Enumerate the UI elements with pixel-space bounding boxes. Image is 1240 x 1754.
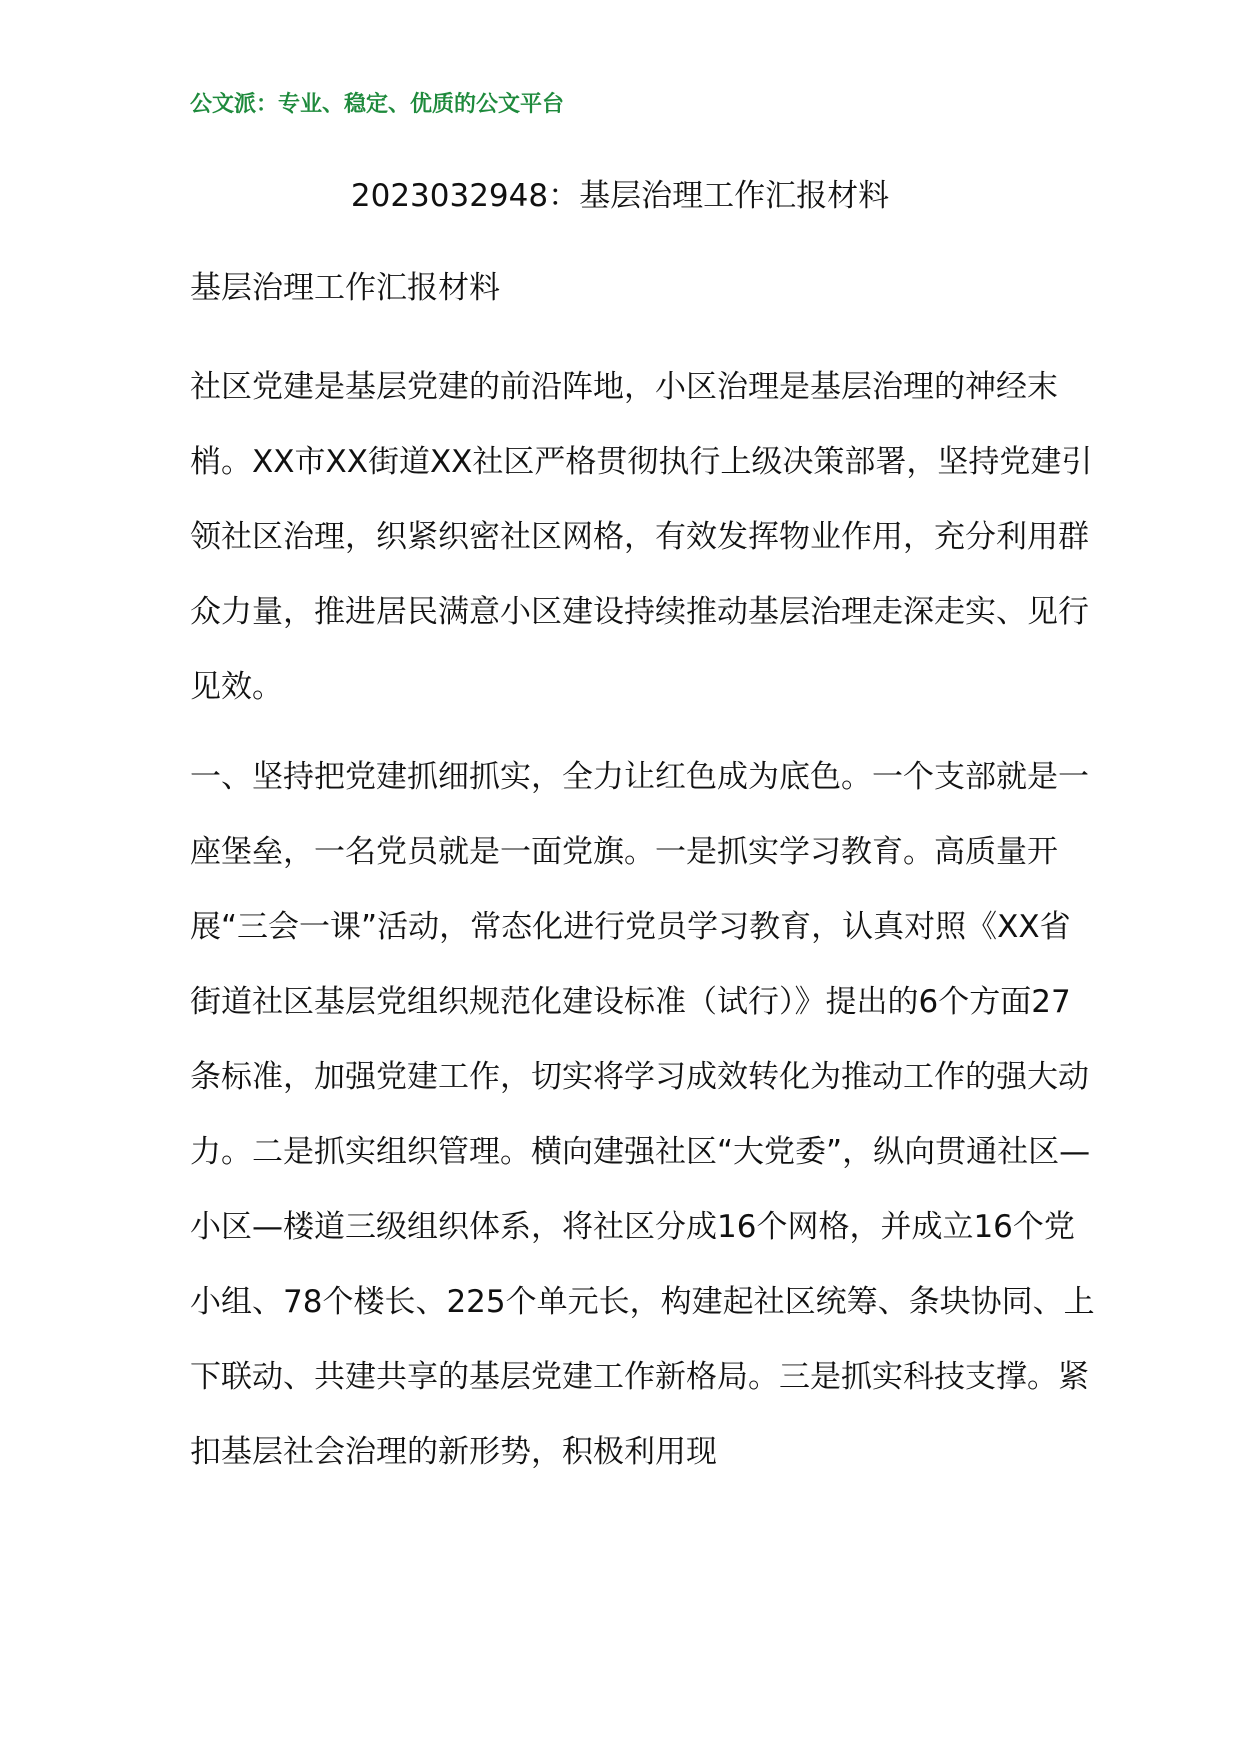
body-paragraph-intro: 社区党建是基层党建的前沿阵地，小区治理是基层治理的神经末梢。XX市XX街道XX社区严格贯彻执行上级决策部署，坚持党建引领社区治理，织紧织密社区网格，有效发挥物业作用，充分利用群众力量，推进居民满意小区建设持续推动基层治理走深走实、见行见效。 <box>190 369 1093 705</box>
body-paragraph-section-one: 一、坚持把党建抓细抓实，全力让红色成为底色。一个支部就是一座堡垒，一名党员就是一面党旗。一是抓实学习教育。高质量开展“三会一课”活动，常态化进行党员学习教育，认真对照《XX省街道社区基层党组织规范化建设标准（试行）》提出的6个方面27条标准，加强党建工作，切实将学习成效转化为推动工作的强大动力。二是抓实组织管理。横向建强社区“大党委”，纵向贯通社区—小区—楼道三级组织体系，将社区分成16个网格，并成立16个党小组、78个楼长、225个单元长，构建起社区统筹、条块协同、上下联动、共建共享的基层党建工作新格局。三是抓实科技支撑。紧扣基层社会治理的新形势，积极利用现 <box>190 759 1095 1470</box>
platform-header: 公文派：专业、稳定、优质的公文平台 <box>190 92 565 117</box>
document-title: 2023032948：基层治理工作汇报材料 <box>350 178 890 214</box>
document-subtitle: 基层治理工作汇报材料 <box>190 270 500 306</box>
